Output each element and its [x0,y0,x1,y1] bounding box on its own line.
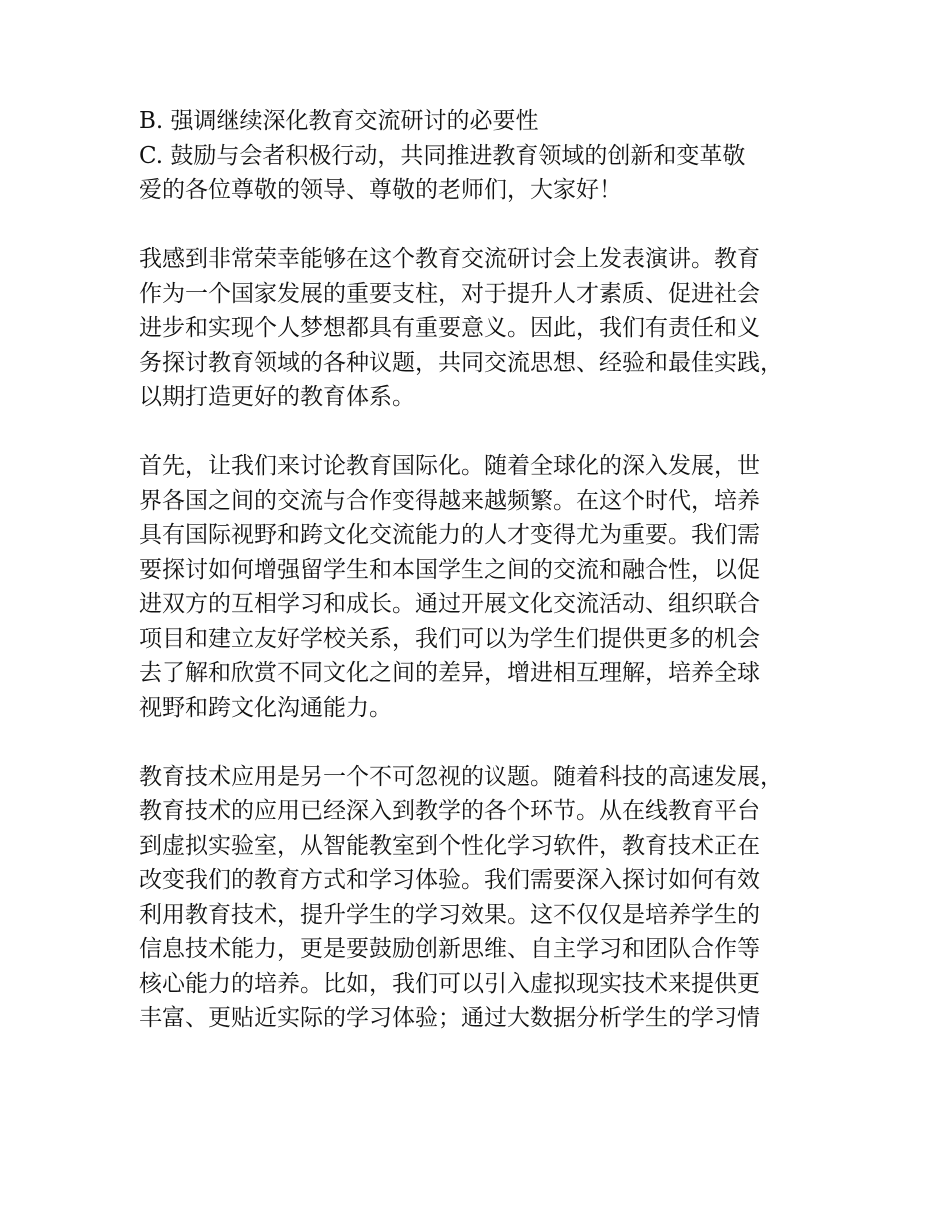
outline-item-c: C. 鼓励与会者积极行动，共同推进教育领域的创新和变革敬 [139,142,746,169]
text-line: 首先，让我们来讨论教育国际化。随着全球化的深入发展，世 [139,453,760,479]
paragraph-intro [139,242,829,415]
text-line: 教育技术应用是另一个不可忽视的议题。随着科技的高速发展， [139,763,783,790]
text-line: 到虚拟实验室，从智能教室到个性化学习软件，教育技术正在 [139,832,760,859]
outline-item-b: B. 强调继续深化教育交流研讨的必要性 [139,108,539,134]
text-line: 以期打造更好的教育体系。 [139,384,415,410]
text-line: 丰富、更贴近实际的学习体验；通过大数据分析学生的学习情 [139,1005,760,1031]
text-line: 界各国之间的交流与合作变得越来越频繁。在这个时代，培养 [139,487,760,514]
greeting-line: 爱的各位尊敬的领导、尊敬的老师们，大家好！ [139,177,622,203]
text-line: 项目和建立友好学校关系，我们可以为学生们提供更多的机会 [139,625,760,652]
text-line: 务探讨教育领域的各种议题，共同交流思想、经验和最佳实践， [139,349,783,376]
paragraph-internationalization [139,449,829,725]
text-line: 改变我们的教育方式和学习体验。我们需要深入探讨如何有效 [139,867,760,893]
text-line: 我感到非常荣幸能够在这个教育交流研讨会上发表演讲。教育 [139,246,760,272]
text-line: 视野和跨文化沟通能力。 [139,694,392,721]
text-line: 进步和实现个人梦想都具有重要意义。因此，我们有责任和义 [139,315,760,341]
text-line: 具有国际视野和跨文化交流能力的人才变得尤为重要。我们需 [139,522,760,548]
text-line: 教育技术的应用已经深入到教学的各个环节。从在线教育平台 [139,798,760,824]
text-line: 信息技术能力，更是要鼓励创新思维、自主学习和团队合作等 [139,936,760,962]
text-line: 进双方的互相学习和成长。通过开展文化交流活动、组织联合 [139,591,760,617]
text-line: 利用教育技术，提升学生的学习效果。这不仅仅是培养学生的 [139,901,760,928]
text-line: 作为一个国家发展的重要支柱，对于提升人才素质、促进社会 [139,280,760,307]
text-line: 去了解和欣赏不同文化之间的差异，增进相互理解，培养全球 [139,660,760,686]
outline-and-greeting [139,104,829,208]
document-page [139,104,829,1070]
paragraph-edtech [139,760,829,1036]
text-line: 核心能力的培养。比如，我们可以引入虚拟现实技术来提供更 [139,970,760,997]
text-line: 要探讨如何增强留学生和本国学生之间的交流和融合性，以促 [139,556,760,583]
